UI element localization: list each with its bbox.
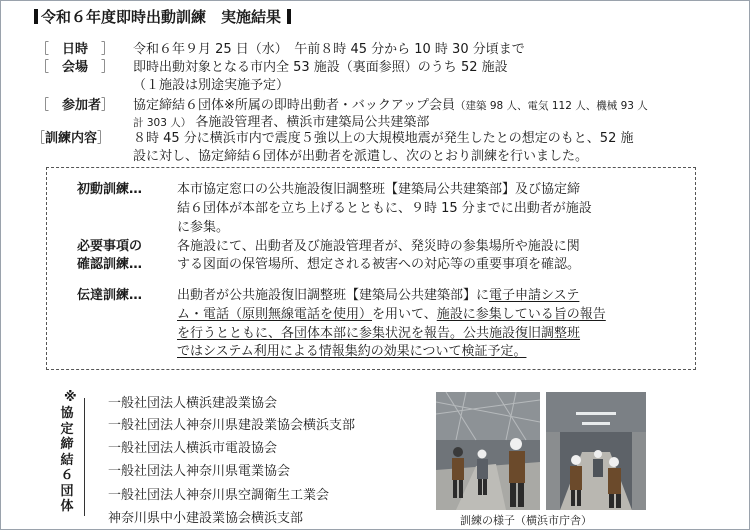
org-vertical-label: [58, 406, 76, 515]
training-photo-left-image: [436, 392, 540, 510]
org-vertical-char: 定: [60, 421, 74, 437]
participants-others: 各施設管理者、横浜市建築局公共建築部: [195, 115, 430, 130]
training-photo-right: [546, 392, 646, 510]
org-item: 一般社団法人横浜建設業協会: [108, 396, 278, 411]
org-vertical-char: ６: [60, 468, 74, 483]
confirm-drill-line-1: 各施設にて、出動者及び施設管理者が、発災時の参集場所や施設に関: [177, 239, 580, 254]
org-vertical-char: 協: [60, 406, 74, 421]
org-vertical-char: 締: [60, 437, 74, 452]
participants-breakdown: （建築 98 人、電気 112 人、機械 93 人: [454, 100, 648, 112]
comm-drill-line-4: [177, 343, 526, 361]
org-item: 一般社団法人神奈川県空調衛生工業会: [108, 488, 330, 503]
content-line-2: 設に対し、協定締結６団体が出動者を派遣し、次のとおり訓練を行いました。: [133, 149, 589, 164]
comm-line-1a: 出動者が公共施設復旧調整班【建築局公共建築部】に: [177, 288, 490, 303]
confirm-drill-line-2: する図面の保管場所、想定される被害への対応等の重要事項を確認。: [177, 257, 581, 272]
comm-line-2c-underlined: 施設に参集している旨の報告: [436, 307, 606, 322]
org-item: 神奈川県中小建設業協会横浜支部: [108, 511, 304, 526]
comm-drill-line-1: [177, 287, 579, 305]
date-text: 令和６年９月 25 日（水） 午前８時 45 分から 10 時 30 分頃まで: [133, 42, 525, 57]
content-label: 訓練内容: [45, 131, 98, 146]
comm-line-2b: を用いて、: [372, 307, 437, 322]
content-row: ［訓練内容］: [32, 131, 111, 146]
participants-total: 計 303 人）: [133, 117, 192, 129]
comm-drill-line-3: [177, 325, 580, 343]
org-vertical-char: 体: [60, 499, 74, 514]
date-label: 日時: [62, 42, 89, 57]
date-row: ［ 日時 ］: [36, 42, 115, 57]
initial-drill-line-3: に参集。: [177, 220, 230, 235]
comm-drill-line-2: [177, 306, 606, 324]
training-photo-left: [436, 392, 540, 510]
confirm-drill-head-1: 必要事項の: [77, 239, 143, 254]
title-bar-left: [34, 9, 38, 24]
org-item: 一般社団法人横浜市電設協会: [108, 441, 278, 456]
title-bar-right: [287, 9, 291, 24]
venue-label: 会場: [62, 60, 89, 75]
note-mark: ※: [64, 390, 77, 405]
initial-drill-head: 初動訓練…: [77, 182, 143, 197]
comm-drill-head: 伝達訓練…: [77, 288, 143, 303]
org-item: 一般社団法人神奈川県電業協会: [108, 464, 291, 479]
venue-note: （１施設は別途実施予定）: [133, 78, 290, 93]
initial-drill-line-2: 結６団体が本部を立ち上げるとともに、９時 15 分までに出動者が施設: [177, 201, 592, 216]
venue-text: 即時出動対象となる市内全 53 施設（裏面参照）のうち 52 施設: [133, 60, 508, 75]
photo-caption: 訓練の様子（横浜市庁舎）: [460, 514, 592, 527]
comm-line-2a-underlined: ム・電話（原則無線電話を使用）: [177, 307, 373, 322]
training-photo-right-image: [546, 392, 646, 510]
confirm-drill-head-2: 確認訓練…: [77, 257, 143, 272]
participants-label: 参加者: [62, 98, 102, 113]
comm-line-4-underlined: ではシステム利用による情報集約の効果について検証予定。: [177, 344, 527, 359]
org-item: 一般社団法人神奈川県建設業協会横浜支部: [108, 418, 356, 433]
participants-main: 協定締結６団体※所属の即時出動者・バックアップ会員: [133, 98, 455, 113]
org-vertical-char: 結: [60, 452, 74, 468]
org-vertical-char: 団: [60, 483, 74, 499]
page-title: [34, 6, 291, 27]
participants-text: [133, 97, 648, 115]
comm-line-1b-underlined: 電子申請システ: [489, 288, 580, 303]
comm-line-3a-underlined: を行うとともに、各団体本部に参集状況を報告。: [177, 326, 464, 341]
comm-line-3b: 公共施設復旧調整班: [463, 326, 581, 341]
participants-row: ［ 参加者］: [36, 98, 115, 113]
title-text: 令和６年度即時出動訓練 実施結果: [41, 8, 282, 26]
venue-row: ［ 会場 ］: [36, 60, 115, 75]
initial-drill-line-1: 本市協定窓口の公共施設復旧調整班【建築局公共建築部】及び協定締: [177, 182, 581, 197]
org-divider-line: [84, 398, 85, 516]
content-line-1: ８時 45 分に横浜市内で震度５強以上の大規模地震が発生したとの想定のもと、52 施: [133, 131, 634, 146]
